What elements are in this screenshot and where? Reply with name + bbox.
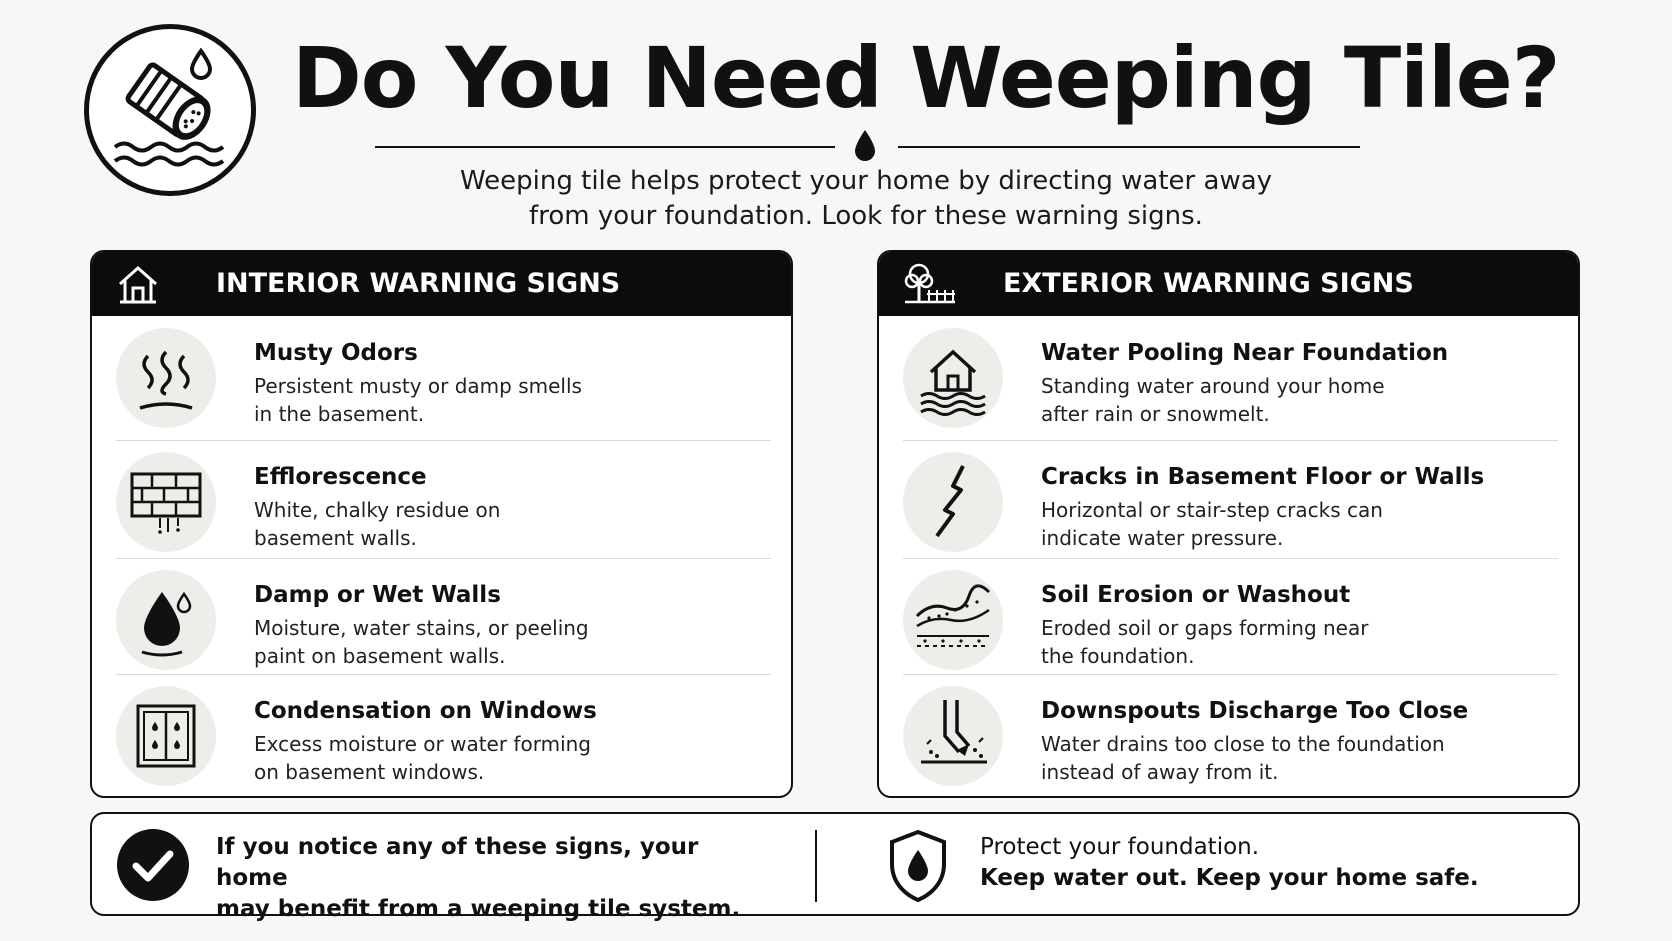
sign-title: Musty Odors — [254, 340, 418, 366]
sign-description — [254, 614, 754, 670]
sign-title: Soil Erosion or Washout — [1041, 582, 1351, 608]
downspout-icon — [903, 686, 1003, 786]
sign-description-line: on basement windows. — [254, 760, 485, 784]
sign-description — [1041, 372, 1541, 428]
sign-description-line: after rain or snowmelt. — [1041, 402, 1270, 426]
sign-description — [254, 496, 754, 552]
sign-description — [254, 730, 754, 786]
row-divider — [903, 558, 1558, 559]
sign-description-line: Moisture, water stains, or peeling — [254, 616, 589, 640]
interior-panel-header — [92, 252, 791, 316]
sign-description — [1041, 614, 1541, 670]
checkmark-icon — [116, 828, 190, 902]
exterior-panel-header — [879, 252, 1578, 316]
window-icon — [116, 686, 216, 786]
sign-description-line: Persistent musty or damp smells — [254, 374, 582, 398]
weeping-tile-pipe-icon — [89, 29, 251, 191]
intro-line-1: Weeping tile helps protect your home by directing water away — [459, 166, 1273, 196]
logo-badge — [84, 24, 256, 196]
sign-description-line: instead of away from it. — [1041, 760, 1279, 784]
sign-title: Downspouts Discharge Too Close — [1041, 698, 1469, 724]
page-title: Do You Need Weeping Tile? — [292, 29, 1560, 127]
sign-description-line: in the basement. — [254, 402, 425, 426]
sign-title: Damp or Wet Walls — [254, 582, 501, 608]
footer-callout — [90, 812, 1580, 922]
row-divider — [116, 558, 771, 559]
soil-erosion-icon — [903, 570, 1003, 670]
sign-description-line: Standing water around your home — [1041, 374, 1385, 398]
odor-waves-icon — [116, 328, 216, 428]
sign-description — [1041, 730, 1541, 786]
footer-divider — [815, 830, 817, 902]
row-divider — [903, 440, 1558, 441]
sign-description — [1041, 496, 1541, 552]
exterior-panel-title: EXTERIOR WARNING SIGNS — [1003, 268, 1414, 299]
flooded-house-icon — [903, 328, 1003, 428]
crack-icon — [903, 452, 1003, 552]
footer-message-line: may benefit from a weeping tile system. — [216, 896, 741, 922]
sign-description-line: Horizontal or stair-step cracks can — [1041, 498, 1383, 522]
title-rule-left — [375, 146, 835, 148]
sign-title: Water Pooling Near Foundation — [1041, 340, 1449, 366]
footer-tagline-bold: Keep water out. Keep your home safe. — [980, 865, 1479, 891]
sign-description-line: indicate water pressure. — [1041, 526, 1284, 550]
sign-description-line: White, chalky residue on — [254, 498, 501, 522]
sign-title: Condensation on Windows — [254, 698, 597, 724]
footer-message — [216, 832, 776, 925]
row-divider — [903, 674, 1558, 675]
sign-title: Efflorescence — [254, 464, 427, 490]
exterior-warning-panel — [877, 250, 1580, 798]
sign-description-line: Eroded soil or gaps forming near — [1041, 616, 1369, 640]
sign-description-line: Water drains too close to the foundation — [1041, 732, 1445, 756]
interior-warning-panel — [90, 250, 793, 798]
sign-title: Cracks in Basement Floor or Walls — [1041, 464, 1485, 490]
intro-line-2: from your foundation. Look for these warning signs. — [529, 201, 1203, 231]
water-drop-icon — [853, 128, 877, 162]
sign-description-line: paint on basement walls. — [254, 644, 506, 668]
shield-drop-icon — [886, 828, 950, 904]
water-drop-icon — [116, 570, 216, 670]
house-icon — [114, 260, 162, 308]
sign-description — [254, 372, 754, 428]
row-divider — [116, 440, 771, 441]
sign-description-line: basement walls. — [254, 526, 417, 550]
footer-message-line: If you notice any of these signs, your home — [216, 834, 699, 891]
brick-wall-icon — [116, 452, 216, 552]
tree-fence-icon — [901, 260, 957, 308]
sign-description-line: the foundation. — [1041, 644, 1195, 668]
interior-panel-title: INTERIOR WARNING SIGNS — [216, 268, 621, 299]
intro-text — [380, 164, 1352, 234]
title-rule-right — [898, 146, 1360, 148]
footer-tagline: Protect your foundation. — [980, 834, 1260, 860]
row-divider — [116, 674, 771, 675]
sign-description-line: Excess moisture or water forming — [254, 732, 591, 756]
